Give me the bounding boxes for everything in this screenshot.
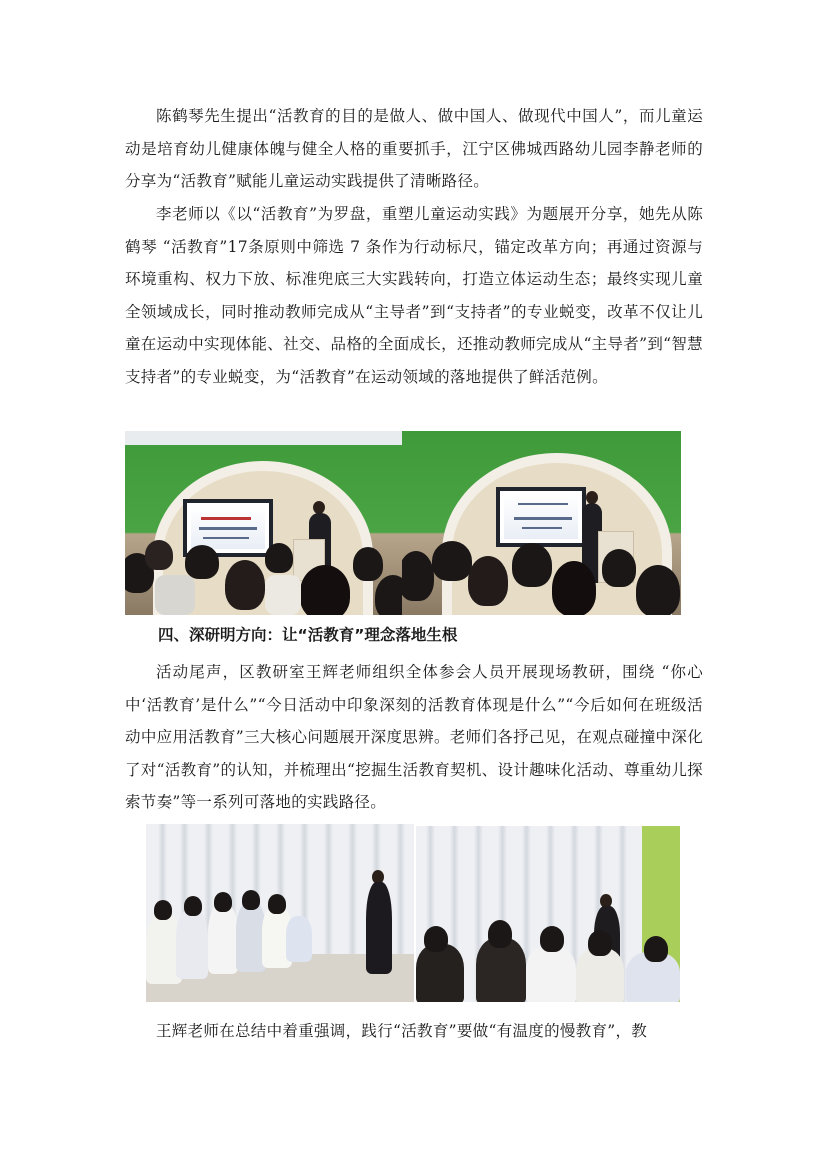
photo-lecture-left bbox=[125, 431, 402, 615]
paragraph-intro: 陈鹤琴先生提出“活教育的目的是做人、做中国人、做现代中国人”，而儿童运动是培育幼儿健康体魄与健全人格的重要抓手，江宁区佛城西路幼儿园李静老师的分享为“活教育”赋能儿童运动实践提供了清晰路径。 bbox=[125, 107, 703, 190]
paragraph-research: 活动尾声，区教研室王辉老师组织全体参会人员开展现场教研，围绕 “你心中‘活教育’是什么”“今日活动中印象深刻的活教育体现是什么”“今后如何在班级活动中应用活教育”三大核心问题展开深度思辨。老师们各抒己见，在观点碰撞中深化了对“活教育”的认知，并梳理出“挖掘生活教育契机、设计趣味化活动、尊重幼儿探索节奏”等一系列可落地的实践路径。 bbox=[125, 663, 703, 811]
section-heading-4: 四、深研明方向：让“活教育”理念落地生根 bbox=[158, 626, 458, 644]
paragraph-summary: 王辉老师在总结中着重强调，践行“活教育”要做“有温度的慢教育”，教 bbox=[156, 1022, 648, 1040]
paragraph-li-sharing: 李老师以《以“活教育”为罗盘，重塑儿童运动实践》为题展开分享，她先从陈鹤琴 “活教育”17条原则中筛选 7 条作为行动标尺，锚定改革方向；再通过资源与环境重构、权力下放、标准兜底三大实践转向，打造立体运动生态；最终实现儿童全领域成长，同时推动教师完成从“主导者”到“支持者”的专业蜕变，改革不仅让儿童在运动中实现体能、社交、品格的全面成长，还推动教师完成从“主导者”到“智慧支持者”的专业蜕变，为“活教育”在运动领域的落地提供了鲜活范例。 bbox=[125, 205, 703, 386]
photo-lecture-right bbox=[402, 431, 681, 615]
photo-discussion-left bbox=[146, 824, 414, 1002]
photo-discussion-right bbox=[416, 826, 680, 1002]
